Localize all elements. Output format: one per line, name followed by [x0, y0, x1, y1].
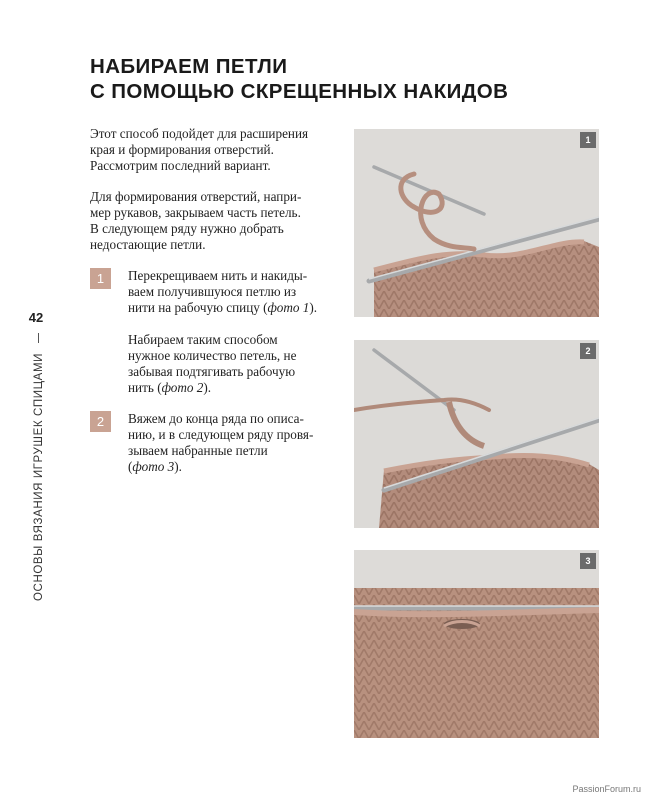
step-2-badge: 2 [90, 411, 111, 432]
page-title [90, 54, 508, 104]
intro-paragraph-1: Этот способ подойдет для расширения края и формирования отверстий. Рассмотрим последний вариант. [90, 126, 309, 173]
book-title-text: ОСНОВЫ ВЯЗАНИЯ ИГРУШЕК СПИЦАМИ [33, 352, 46, 602]
page-title-line-2: С ПОМОЩЬЮ СКРЕЩЕННЫХ НАКИДОВ [90, 80, 509, 103]
page-title-line-1: НАБИРАЕМ ПЕТЛИ [90, 55, 288, 78]
intro-paragraph-2: Для формирования отверстий, напри- мер рукавов, закрываем часть петель. В следующем ряду нужно добрать недостающие петли. [90, 189, 302, 252]
photo-2 [354, 340, 599, 528]
photo-1-number: 1 [580, 132, 596, 148]
running-book-title [30, 352, 48, 602]
photo-2-number: 2 [580, 343, 596, 359]
watermark: PassionForum.ru [572, 784, 641, 794]
photo-3 [354, 550, 599, 738]
page-number: 42 [28, 310, 44, 325]
photo-3-number: 3 [580, 553, 596, 569]
knitting-illustration-2 [354, 340, 599, 528]
sidebar-divider [38, 333, 39, 343]
step-1-paragraph-1: Перекрещиваем нить и накиды- ваем получившуюся петлю из нити на рабочую спицу (фото 1). [128, 268, 318, 315]
knitting-illustration-3 [354, 550, 599, 738]
step-1-badge: 1 [90, 268, 111, 289]
step-1-paragraph-2: Набираем таким способом нужное количество петель, не забывая подтягивать рабочую нить (фото 2). [128, 332, 297, 395]
photo-1 [354, 129, 599, 317]
step-2-paragraph: Вяжем до конца ряда по описа- нию, и в следующем ряду провя- зываем набранные петли (фото 3). [128, 411, 314, 474]
knitting-illustration-1 [354, 129, 599, 317]
